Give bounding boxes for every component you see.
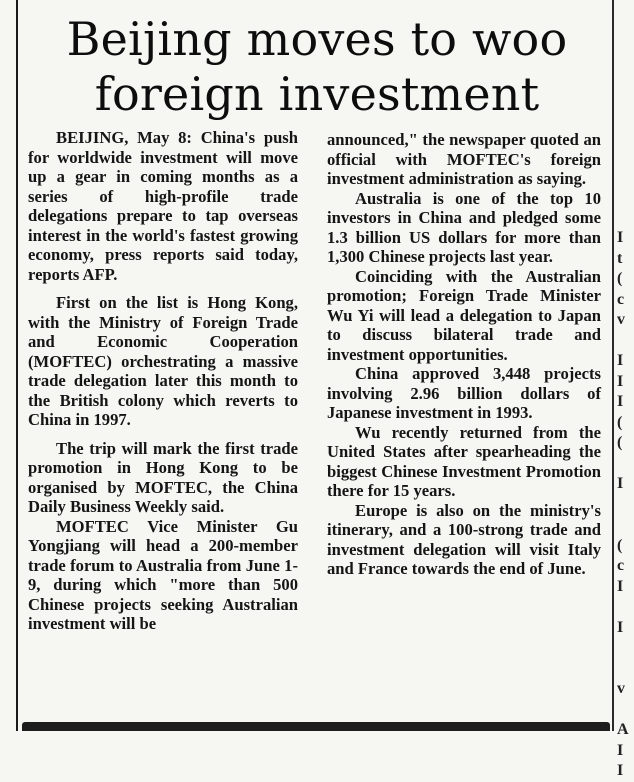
fragment-letter	[617, 515, 634, 536]
paragraph-text: China's push for worldwide investment will move up a gear in coming months as a series of high-profile trade delegations prepare to tap overseas interest in the world's fastest growing economy, press reports said today, reports AFP.	[28, 128, 298, 284]
adjacent-column-fragments	[617, 228, 634, 782]
paragraph: announced," the newspaper quoted an official with MOFTEC's foreign investment administration as saying.	[327, 130, 601, 188]
paragraph: MOFTEC Vice Minister Gu Yongjiang will head a 200-member trade forum to Australia from June 1-9, during which "more than 500 Chinese projects seeking Australian investment will be	[28, 516, 298, 633]
fragment-letter: I	[617, 352, 624, 369]
fragment-letter: (	[617, 434, 623, 451]
paragraph: The trip will mark the first trade promotion in Hong Kong to be organised by MOFTEC, the China Daily Business Weekly said.	[28, 438, 298, 516]
right-column-rule	[612, 0, 614, 731]
left-column-rule	[16, 0, 18, 731]
article-column-left	[28, 128, 298, 634]
paragraph: Australia is one of the top 10 investors in China and pledged some 1.3 billion US dollars for more than 1,300 Chinese projects last year.	[327, 188, 601, 266]
paragraph: Europe is also on the ministry's itinerary, and a 100-strong trade and investment delegation will visit Italy and France towards the end of June.	[327, 500, 601, 578]
fragment-letter: I	[617, 618, 624, 636]
fragment-letter: (	[617, 536, 623, 554]
fragment-letter: v	[617, 311, 625, 328]
fragment-letter: I	[617, 229, 624, 246]
fragment-letter	[617, 638, 634, 659]
fragment-letter: t	[617, 249, 623, 267]
dateline: BEIJING, May 8:	[56, 128, 192, 147]
fragment-letter	[617, 495, 634, 516]
fragment-letter: I	[617, 741, 624, 759]
fragment-letter	[617, 454, 634, 475]
fragment-letter: (	[617, 413, 623, 431]
article-column-right	[327, 130, 601, 579]
fragment-letter: c	[617, 557, 625, 574]
paragraph	[28, 128, 298, 284]
paragraph: Coinciding with the Australian promotion; Foreign Trade Minister Wu Yi will lead a delegation to Japan to discuss bilateral trade and investment opportunities.	[327, 266, 601, 364]
fragment-letter	[617, 331, 634, 352]
paragraph: Wu recently returned from the United States after spearheading the biggest Chinese Investment Promotion there for 15 years.	[327, 422, 601, 500]
paragraph: First on the list is Hong Kong, with the Ministry of Foreign Trade and Economic Cooperation (MOFTEC) orchestrating a massive trade delegation later this month to the British colony which reverts to China in 1997.	[28, 293, 298, 429]
fragment-letter: I	[617, 577, 624, 595]
fragment-letter: I	[617, 475, 624, 492]
next-article-border	[22, 722, 610, 731]
fragment-letter: v	[617, 680, 625, 697]
fragment-letter: c	[617, 290, 625, 308]
fragment-letter: I	[617, 762, 624, 779]
fragment-letter	[617, 659, 634, 680]
fragment-letter: I	[617, 372, 624, 390]
fragment-letter	[617, 700, 634, 721]
headline: Beijing moves to woo foreign investment	[66, 12, 568, 121]
fragment-letter: I	[617, 393, 624, 410]
fragment-letter	[617, 597, 634, 618]
fragment-letter: A	[617, 721, 629, 738]
fragment-letter: (	[617, 270, 623, 287]
paragraph: China approved 3,448 projects involving 2.96 billion dollars of Japanese investment in 1993.	[327, 364, 601, 422]
